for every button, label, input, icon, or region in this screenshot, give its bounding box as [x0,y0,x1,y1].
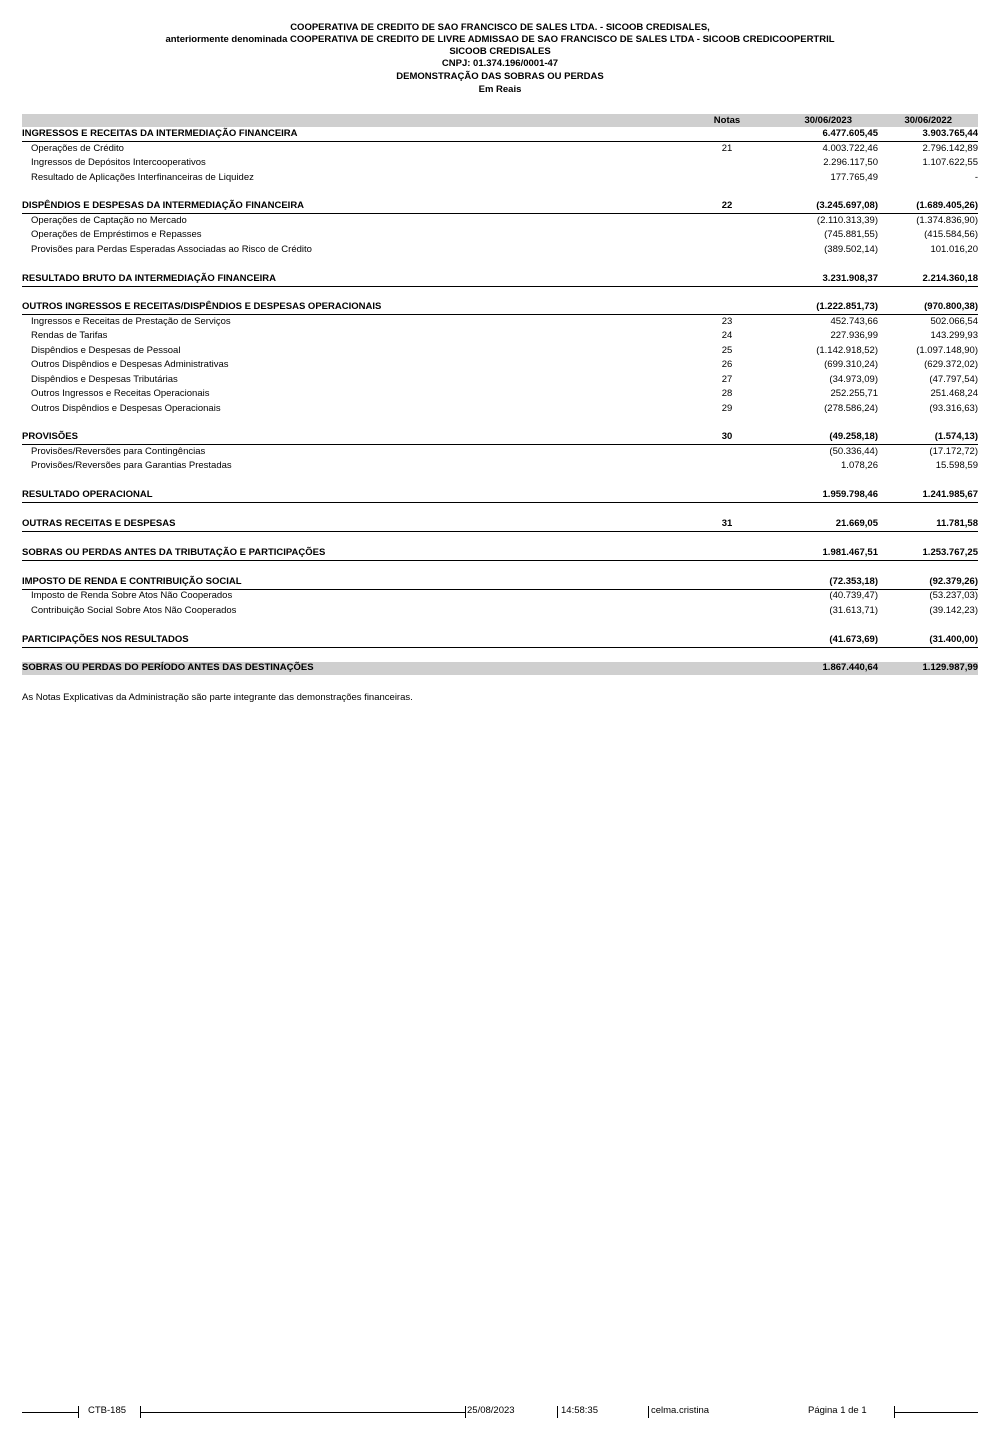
value-2023: 452.743,66 [830,316,878,327]
line-item-row [22,329,978,343]
value-2022: 1.107.622,55 [922,157,978,168]
note-ref: 24 [721,330,733,341]
row-label: PARTICIPAÇÕES NOS RESULTADOS [22,634,189,645]
value-2022: 2.214.360,18 [922,273,978,284]
value-2022: (1.574,13) [934,431,978,442]
statement-title: DEMONSTRAÇÃO DAS SOBRAS OU PERDAS [396,71,604,82]
former-name: anteriormente denominada COOPERATIVA DE CREDITO DE LIVRE ADMISSAO DE SAO FRANCISCO DE SALES LTDA - SICOOB CREDICOOPERTRIL [165,34,835,45]
line-item-row [22,604,978,618]
row-label: Rendas de Tarifas [31,330,108,341]
note-ref: 22 [721,200,733,211]
section-total-row [22,488,978,503]
note-ref: 21 [721,143,733,154]
row-label: DISPÊNDIOS E DESPESAS DA INTERMEDIAÇÃO FINANCEIRA [22,200,305,211]
line-item-row [22,228,978,242]
value-2022: 502.066,54 [930,316,978,327]
value-2022: 143.299,93 [930,330,978,341]
row-label: SOBRAS OU PERDAS ANTES DA TRIBUTAÇÃO E PARTICIPAÇÕES [22,547,326,558]
section-total-row [22,633,978,648]
row-label: Imposto de Renda Sobre Atos Não Cooperados [31,590,233,601]
row-label: OUTRAS RECEITAS E DESPESAS [22,518,176,529]
value-2022: (93.316,63) [929,403,978,414]
value-2023: 3.231.908,37 [822,273,878,284]
footer-tick [465,1406,466,1418]
line-item-row [22,142,978,156]
line-item-row [22,373,978,387]
value-2022: (970.800,38) [924,301,978,312]
value-2023: 1.959.798,46 [822,489,878,500]
value-2023: (50.336,44) [829,446,878,457]
value-2022: 11.781,58 [936,518,978,529]
value-2022: (1.689.405,26) [916,200,978,211]
line-item-row [22,315,978,329]
brand-name: SICOOB CREDISALES [449,46,551,57]
section-total-row [22,199,978,214]
footer-rule [894,1412,978,1413]
col1-header: 30/06/2023 [804,115,852,126]
notes-header: Notas [713,115,741,126]
value-2022: (47.797,54) [929,374,978,385]
value-2023: (2.110.313,39) [816,215,878,226]
row-label: Operações de Empréstimos e Repasses [31,229,202,240]
row-label: OUTROS INGRESSOS E RECEITAS/DISPÊNDIOS E DESPESAS OPERACIONAIS [22,301,382,312]
value-2022: (53.237,03) [929,590,978,601]
value-2023: 227.936,99 [830,330,878,341]
row-label: INGRESSOS E RECEITAS DA INTERMEDIAÇÃO FINANCEIRA [22,128,298,139]
value-2023: (34.973,09) [829,374,878,385]
footer-rule [22,1412,78,1413]
row-label: RESULTADO OPERACIONAL [22,489,153,500]
explanatory-note: As Notas Explicativas da Administração são parte integrante das demonstrações financeiras. [22,692,413,703]
cnpj: CNPJ: 01.374.196/0001-47 [441,58,559,69]
value-2022: (1.097.148,90) [916,345,978,356]
line-item-row [22,387,978,401]
value-2023: 1.078,26 [841,460,878,471]
value-2023: (1.222.851,73) [816,301,878,312]
line-item-row [22,358,978,372]
footer-rule [140,1412,465,1413]
note-ref: 29 [721,403,733,414]
value-2022: (31.400,00) [929,634,978,645]
value-2022: 251.468,24 [930,388,978,399]
line-item-row [22,156,978,170]
note-ref: 25 [721,345,733,356]
note-ref: 28 [721,388,733,399]
value-2023: (1.142.918,52) [816,345,878,356]
value-2023: (3.245.697,08) [816,200,878,211]
row-label: IMPOSTO DE RENDA E CONTRIBUIÇÃO SOCIAL [22,576,242,587]
note-ref: 30 [721,431,733,442]
line-item-row [22,171,978,185]
row-label: RESULTADO BRUTO DA INTERMEDIAÇÃO FINANCEIRA [22,273,277,284]
company-name: COOPERATIVA DE CREDITO DE SAO FRANCISCO DE SALES LTDA. - SICOOB CREDISALES, [290,22,710,33]
note-ref: 26 [721,359,733,370]
line-item-row [22,344,978,358]
print-time: 14:58:35 [561,1405,598,1416]
section-total-row [22,127,978,142]
section-total-row [22,546,978,561]
value-2022: 15.598,59 [935,460,978,471]
value-2023: (278.586,24) [824,403,878,414]
row-label: Operações de Captação no Mercado [31,215,187,226]
row-label: Contribuição Social Sobre Atos Não Cooperados [31,605,237,616]
value-2022: (17.172,72) [929,446,978,457]
section-total-row [22,272,978,287]
line-item-row [22,243,978,257]
print-date: 25/08/2023 [467,1405,515,1416]
section-total-row [22,300,978,315]
row-label: Ingressos de Depósitos Intercooperativos [31,157,206,168]
row-label: Outros Dispêndios e Despesas Administrativas [31,359,229,370]
col2-header: 30/06/2022 [904,115,952,126]
line-item-row [22,589,978,603]
section-total-row [22,430,978,445]
value-2023: 252.255,71 [830,388,878,399]
report-code: CTB-185 [88,1405,127,1416]
row-label: Dispêndios e Despesas Tributárias [31,374,178,385]
value-2023: 6.477.605,45 [822,128,878,139]
row-label: Provisões/Reversões para Contingências [31,446,206,457]
value-2022: (629.372,02) [924,359,978,370]
value-2023: 21.669,05 [835,518,878,529]
value-2022: (1.374.836,90) [916,215,978,226]
value-2023: 1.867.440,64 [822,662,878,673]
section-total-row [22,575,978,590]
value-2023: (31.613,71) [829,605,878,616]
value-2022: 101.016,20 [930,244,978,255]
row-label: Dispêndios e Despesas de Pessoal [31,345,181,356]
value-2023: (745.881,55) [824,229,878,240]
value-2023: (699.310,24) [824,359,878,370]
value-2023: 2.296.117,50 [823,157,878,168]
note-ref: 31 [721,518,733,529]
final-total-row [22,661,978,675]
line-item-row [22,445,978,459]
value-2023: 4.003.722,46 [822,143,878,154]
value-2022: 1.253.767,25 [922,547,978,558]
note-ref: 27 [721,374,733,385]
value-2022: 1.241.985,67 [922,489,978,500]
user-name: celma.cristina [651,1405,710,1416]
footer-tick [557,1406,558,1418]
row-label: Provisões para Perdas Esperadas Associadas ao Risco de Crédito [31,244,312,255]
page-number: Página 1 de 1 [808,1405,867,1416]
footer-tick [78,1406,79,1418]
column-header-row [22,114,978,127]
value-2023: 177.765,49 [830,172,878,183]
value-2022: 2.796.142,89 [922,143,978,154]
row-label: Resultado de Aplicações Interfinanceiras de Liquidez [31,172,254,183]
footer-tick [648,1406,649,1418]
value-2022: (92.379,26) [929,576,978,587]
value-2022: (415.584,56) [924,229,978,240]
currency-unit: Em Reais [478,84,522,95]
line-item-row [22,214,978,228]
line-item-row [22,402,978,416]
value-2023: (389.502,14) [824,244,878,255]
value-2023: (40.739,47) [829,590,878,601]
value-2023: (49.258,18) [829,431,878,442]
row-label: Provisões/Reversões para Garantias Prestadas [31,460,232,471]
value-2023: 1.981.467,51 [822,547,878,558]
row-label: PROVISÕES [22,431,78,442]
row-label: SOBRAS OU PERDAS DO PERÍODO ANTES DAS DESTINAÇÕES [22,662,314,673]
row-label: Outros Ingressos e Receitas Operacionais [31,388,210,399]
row-label: Operações de Crédito [31,143,124,154]
line-item-row [22,459,978,473]
value-2023: (72.353,18) [829,576,878,587]
row-label: Outros Dispêndios e Despesas Operacionais [31,403,221,414]
section-total-row [22,517,978,532]
value-2022: 1.129.987,99 [922,662,978,673]
row-label: Ingressos e Receitas de Prestação de Serviços [31,316,231,327]
value-2022: - [974,172,978,183]
value-2022: 3.903.765,44 [922,128,978,139]
value-2022: (39.142,23) [929,605,978,616]
note-ref: 23 [721,316,733,327]
value-2023: (41.673,69) [829,634,878,645]
